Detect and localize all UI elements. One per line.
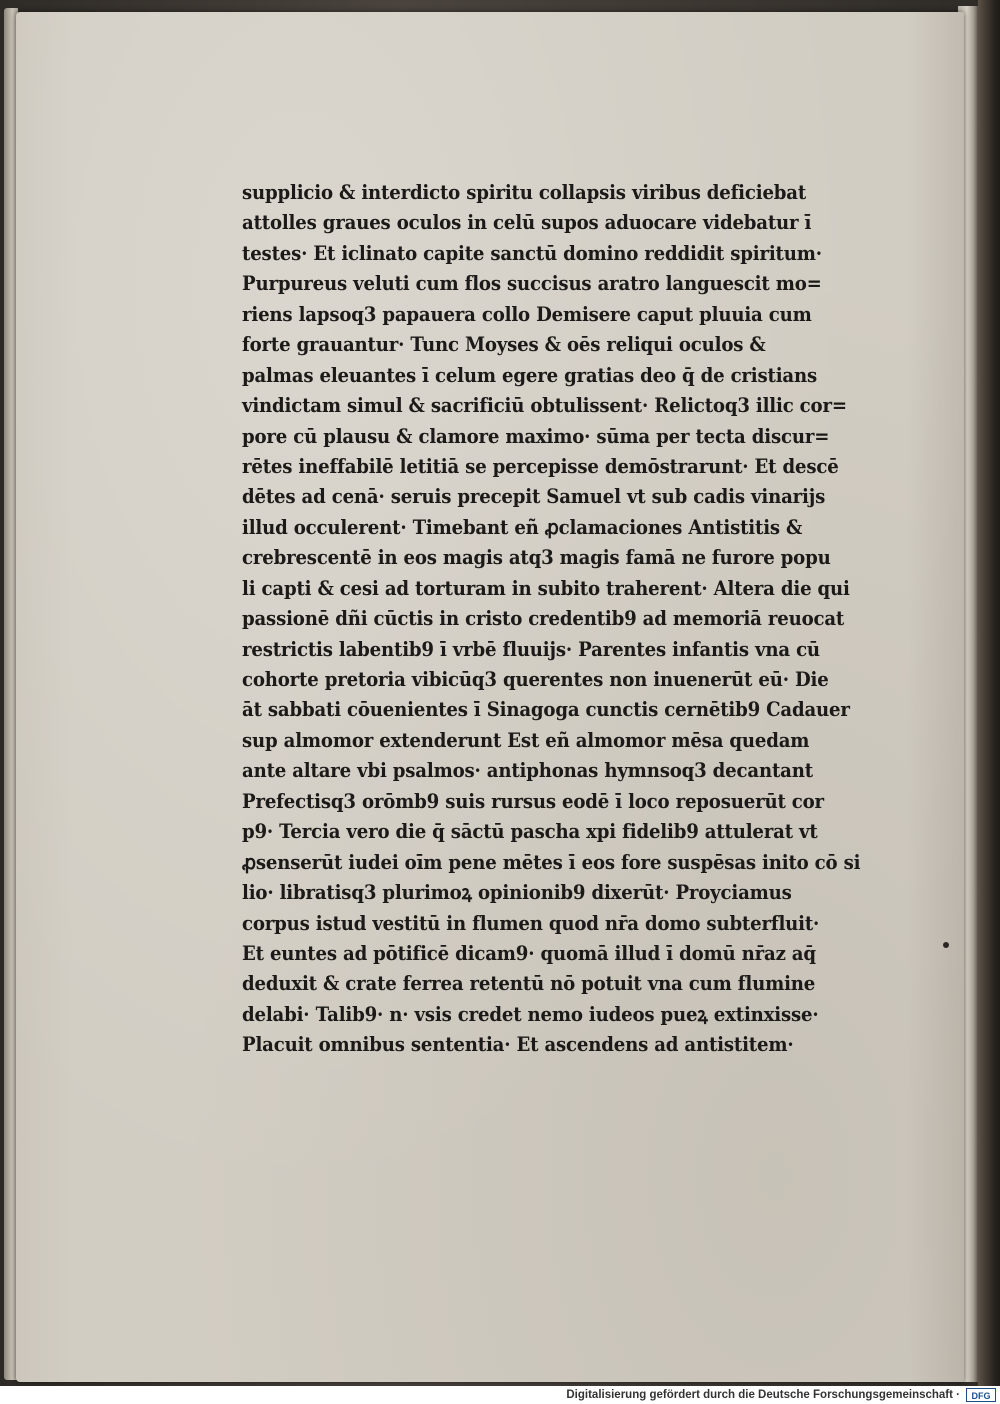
text-line: lio· libratisq3 plurimoꝝ opinionib9 dixerūt· Proyciamus — [242, 881, 792, 905]
text-line: crebrescentē in eos magis atq3 magis famā ne furore popu — [242, 546, 831, 570]
text-line: rētes ineffabilē letitiā se percepisse demōstrarunt· Et descē — [242, 454, 839, 478]
book-binding — [978, 0, 1000, 1386]
text-line: p9· Tercia vero die q̄ sāctū pascha xpi fidelib9 attulerat vt — [242, 820, 818, 844]
text-line: sup almomor extenderunt Est eñ almomor mēsa quedam — [242, 728, 810, 752]
text-line: restrictis labentib9 ī vrbē fluuijs· Parentes infantis vna cū — [242, 637, 820, 661]
text-line: cohorte pretoria vibicūq3 querentes non inuenerūt eū· Die — [242, 668, 829, 691]
text-line: riens lapsoq3 papauera collo Demisere caput pluuia cum — [242, 302, 812, 326]
funding-notice: Digitalisierung gefördert durch die Deutsche Forschungsgemeinschaft · — [566, 1389, 960, 1401]
text-line: dētes ad cenā· seruis precepit Samuel vt sub cadis vinarijs — [242, 485, 826, 509]
text-line: corpus istud vestitū in flumen quod nr̄a domo subterfluit· — [242, 911, 820, 935]
text-line: ante altare vbi psalmos· antiphonas hymnsoq3 decantant — [242, 759, 813, 783]
text-line: vindictam simul & sacrificiū obtulissent· Relictoq3 illic cor= — [242, 394, 847, 418]
text-line: delabi· Talib9· n· vsis credet nemo iudeos pueꝝ extinxisse· — [242, 1002, 819, 1026]
text-line: pore cū plausu & clamore maximo· sūma per tecta discur= — [242, 424, 830, 448]
text-line: Prefectisq3 orōmb9 suis rursus eodē ī loco reposuerūt cor — [242, 789, 824, 813]
text-line: illud occulerent· Timebant eñ ꝓclamaciones Antistitis & — [242, 515, 803, 539]
text-line: Purpureus veluti cum flos succisus aratro languescit mo= — [242, 272, 822, 296]
text-line: li capti & cesi ad torturam in subito traherent· Altera die qui — [242, 576, 850, 600]
ink-mark — [943, 942, 949, 948]
text-line: passionē dñi cūctis in cristo credentib9 ad memoriā reuocat — [242, 607, 845, 631]
text-line: ꝓsenserūt iudei oīm pene mētes ī eos fore suspēsas inito cō si — [242, 850, 861, 874]
text-line: testes· Et iclinato capite sanctū domino reddidit spiritum· — [242, 241, 822, 265]
text-line: forte grauantur· Tunc Moyses & oēs reliqui oculos & — [242, 333, 766, 357]
text-line: supplicio & interdicto spiritu collapsis viribus deficiebat — [242, 181, 807, 204]
text-line: palmas eleuantes ī celum egere gratias deo q̄ de cristians — [242, 363, 818, 387]
text-line: deduxit & crate ferrea retentū nō potuit vna cum flumine — [242, 972, 816, 996]
text-line: Placuit omnibus sententia· Et ascendens ad antistitem· — [242, 1033, 794, 1057]
dfg-logo-icon: DFG — [966, 1388, 996, 1402]
text-line: attolles graues oculos in celū supos aduocare videbatur ī — [242, 211, 812, 235]
text-line: āt sabbati cōuenientes ī Sinagoga cunctis cernētib9 Cadauer — [242, 698, 850, 722]
footer-bar — [0, 1386, 1000, 1404]
text-line: Et euntes ad pōtificē dicam9· quomā illud ī domū nr̄az aq̄ — [242, 941, 816, 965]
printed-text-block — [242, 178, 861, 1061]
